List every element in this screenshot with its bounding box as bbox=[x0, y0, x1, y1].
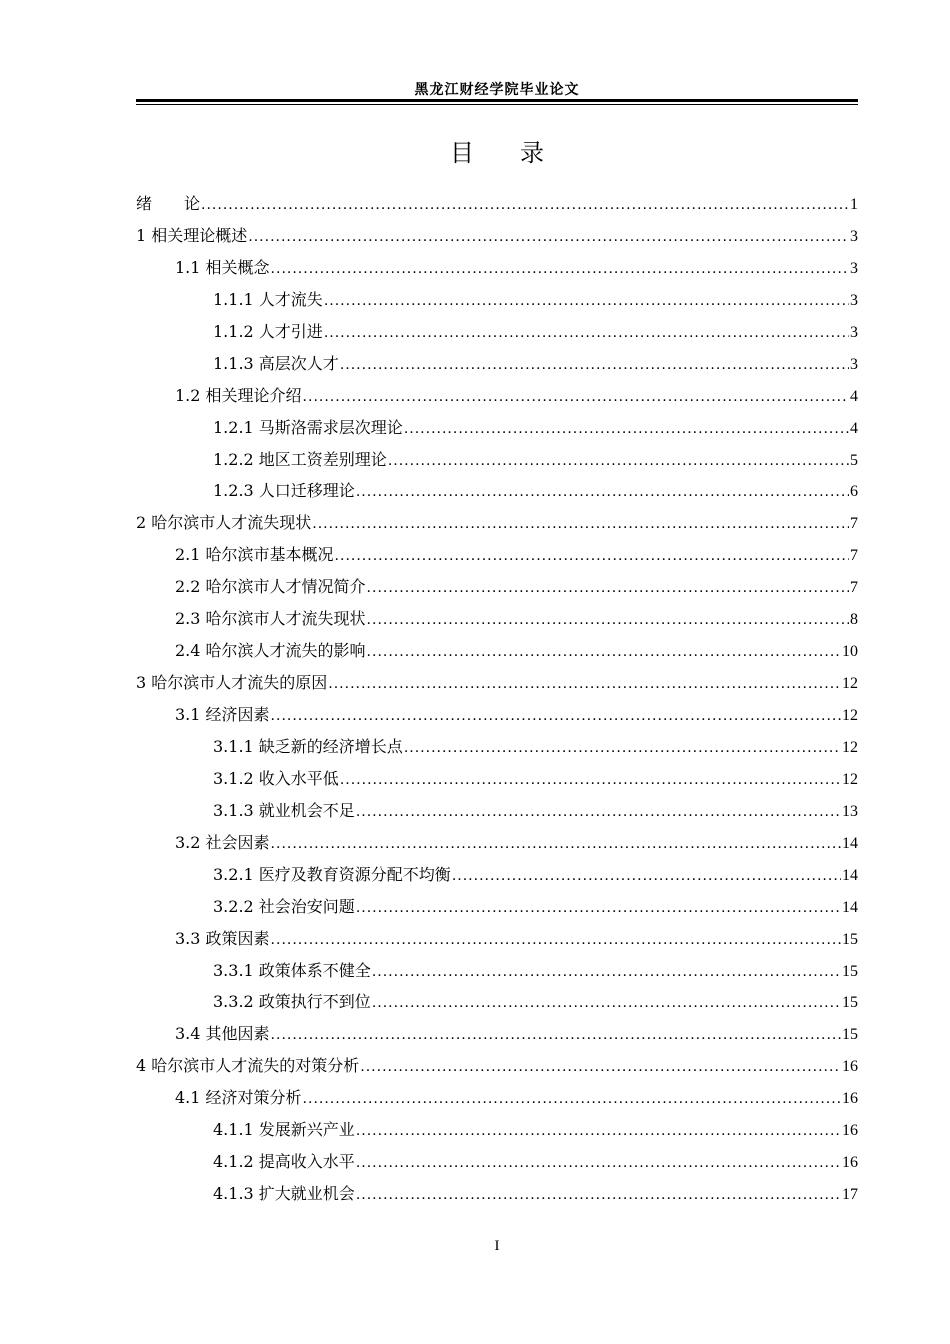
header-rule-thick bbox=[136, 99, 858, 102]
toc-entry[interactable] bbox=[136, 412, 858, 444]
toc-entry-label: 1 相关理论概述 bbox=[136, 225, 248, 245]
toc-leader-dots bbox=[372, 957, 841, 989]
toc-entry-page: 3 bbox=[850, 355, 858, 373]
toc-entry-page: 10 bbox=[842, 643, 858, 661]
toc-entry-label: 2.1 哈尔滨市基本概况 bbox=[175, 545, 334, 565]
table-of-contents bbox=[136, 188, 858, 1210]
toc-entry[interactable] bbox=[136, 986, 858, 1018]
toc-entry-page: 12 bbox=[842, 770, 858, 788]
toc-entry[interactable] bbox=[136, 316, 858, 348]
toc-title-right: 录 bbox=[520, 139, 544, 167]
toc-leader-dots bbox=[271, 1020, 841, 1052]
toc-entry[interactable] bbox=[136, 475, 858, 507]
toc-entry[interactable] bbox=[136, 891, 858, 923]
toc-leader-dots bbox=[271, 829, 841, 861]
toc-entry[interactable] bbox=[136, 380, 858, 412]
toc-entry-label: 1.1 相关概念 bbox=[175, 257, 270, 277]
toc-entry[interactable] bbox=[136, 635, 858, 667]
toc-entry-page: 14 bbox=[842, 898, 858, 916]
toc-entry-page: 14 bbox=[842, 866, 858, 884]
toc-entry[interactable] bbox=[136, 252, 858, 284]
toc-leader-dots bbox=[303, 1084, 841, 1116]
toc-entry[interactable] bbox=[136, 955, 858, 987]
toc-entry[interactable] bbox=[136, 444, 858, 476]
toc-entry[interactable] bbox=[136, 348, 858, 380]
toc-entry-page: 3 bbox=[850, 291, 858, 309]
toc-entry-page: 3 bbox=[850, 323, 858, 341]
toc-entry-label: 3.1 经济因素 bbox=[175, 705, 270, 724]
toc-entry-label: 1.2 相关理论介绍 bbox=[175, 385, 302, 405]
toc-entry[interactable] bbox=[136, 667, 858, 699]
toc-entry-page: 3 bbox=[850, 259, 858, 277]
toc-leader-dots bbox=[303, 382, 849, 414]
toc-entry-page: 1 bbox=[850, 196, 858, 213]
toc-entry[interactable] bbox=[136, 188, 858, 220]
toc-leader-dots bbox=[404, 414, 849, 446]
toc-entry-page: 16 bbox=[842, 1154, 858, 1172]
toc-entry[interactable] bbox=[136, 763, 858, 795]
toc-entry-label: 1.1.2 人才引进 bbox=[213, 321, 323, 341]
toc-entry-page: 16 bbox=[842, 1058, 858, 1076]
running-header: 黑龙江财经学院毕业论文 bbox=[414, 82, 580, 98]
toc-entry-page: 15 bbox=[842, 930, 858, 948]
toc-leader-dots bbox=[328, 669, 841, 701]
toc-entry-label: 4.1.3 扩大就业机会 bbox=[213, 1184, 355, 1204]
toc-entry-label: 4.1.2 提高收入水平 bbox=[213, 1152, 355, 1172]
toc-entry[interactable] bbox=[136, 507, 858, 539]
toc-entry[interactable] bbox=[136, 923, 858, 955]
toc-leader-dots bbox=[271, 701, 841, 733]
toc-entry-page: 3 bbox=[850, 227, 858, 245]
header-rule-thin bbox=[136, 104, 858, 105]
toc-entry-label: 3.1.3 就业机会不足 bbox=[213, 800, 355, 820]
toc-entry[interactable] bbox=[136, 795, 858, 827]
toc-entry[interactable] bbox=[136, 571, 858, 603]
toc-entry[interactable] bbox=[136, 603, 858, 635]
toc-entry[interactable] bbox=[136, 859, 858, 891]
toc-entry[interactable] bbox=[136, 1018, 858, 1050]
toc-entry-label: 3.3.1 政策体系不健全 bbox=[213, 960, 371, 980]
toc-leader-dots bbox=[367, 637, 841, 669]
toc-leader-dots bbox=[356, 893, 841, 925]
toc-leader-dots bbox=[452, 861, 841, 893]
toc-entry-label: 1.2.3 人口迁移理论 bbox=[213, 481, 355, 501]
toc-entry[interactable] bbox=[136, 220, 858, 252]
toc-entry-page: 7 bbox=[850, 547, 858, 565]
toc-entry-label: 3.2.1 医疗及教育资源分配不均衡 bbox=[213, 864, 451, 884]
toc-entry-label: 1.1.3 高层次人才 bbox=[213, 353, 339, 373]
toc-leader-dots bbox=[367, 573, 849, 605]
toc-entry-label: 1.2.1 马斯洛需求层次理论 bbox=[213, 417, 403, 437]
toc-entry-label: 绪 论 bbox=[136, 194, 201, 213]
toc-entry-label: 2.2 哈尔滨市人才情况简介 bbox=[175, 577, 366, 597]
toc-entry-page: 4 bbox=[850, 419, 858, 437]
footer-page-number: I bbox=[494, 1238, 500, 1254]
toc-entry-label: 2.3 哈尔滨市人才流失现状 bbox=[175, 609, 366, 629]
toc-entry-label: 3.4 其他因素 bbox=[175, 1024, 270, 1044]
toc-entry-label: 2.4 哈尔滨人才流失的影响 bbox=[175, 641, 366, 661]
toc-entry-label: 1.2.2 地区工资差别理论 bbox=[213, 449, 387, 469]
toc-leader-dots bbox=[324, 286, 849, 318]
toc-entry[interactable] bbox=[136, 284, 858, 316]
toc-leader-dots bbox=[335, 541, 849, 573]
toc-leader-dots bbox=[367, 605, 849, 637]
toc-entry-page: 15 bbox=[842, 994, 858, 1012]
toc-entry-label: 3.1.2 收入水平低 bbox=[213, 768, 339, 788]
toc-entry-page: 17 bbox=[842, 1186, 858, 1204]
toc-entry-label: 4.1.1 发展新兴产业 bbox=[213, 1120, 355, 1140]
toc-entry-page: 13 bbox=[842, 802, 858, 820]
toc-entry[interactable] bbox=[136, 1114, 858, 1146]
toc-entry-page: 12 bbox=[842, 707, 858, 724]
toc-leader-dots bbox=[360, 1052, 841, 1084]
toc-entry[interactable] bbox=[136, 1082, 858, 1114]
toc-leader-dots bbox=[372, 988, 841, 1020]
toc-leader-dots bbox=[388, 446, 849, 478]
toc-leader-dots bbox=[340, 765, 841, 797]
toc-entry-page: 14 bbox=[842, 834, 858, 852]
toc-leader-dots bbox=[271, 925, 841, 957]
toc-leader-dots bbox=[324, 318, 849, 350]
toc-entry[interactable] bbox=[136, 539, 858, 571]
toc-leader-dots bbox=[271, 254, 849, 286]
toc-entry-page: 12 bbox=[842, 675, 858, 693]
toc-entry-page: 8 bbox=[850, 611, 858, 629]
toc-entry-page: 7 bbox=[850, 515, 858, 533]
toc-title-left: 目 bbox=[450, 139, 474, 167]
toc-leader-dots bbox=[248, 222, 849, 254]
toc-entry[interactable] bbox=[136, 1050, 858, 1082]
toc-entry-page: 15 bbox=[842, 1026, 858, 1044]
toc-leader-dots bbox=[356, 1148, 841, 1180]
toc-entry-label: 4.1 经济对策分析 bbox=[175, 1088, 302, 1108]
toc-leader-dots bbox=[356, 1180, 841, 1212]
toc-entry-label: 4 哈尔滨市人才流失的对策分析 bbox=[136, 1056, 360, 1076]
toc-entry-label: 2 哈尔滨市人才流失现状 bbox=[136, 513, 312, 533]
toc-entry-label: 3.2.2 社会治安问题 bbox=[213, 896, 355, 916]
toc-entry-page: 5 bbox=[850, 451, 858, 469]
toc-leader-dots bbox=[340, 350, 849, 382]
toc-entry[interactable] bbox=[136, 731, 858, 763]
toc-entry[interactable] bbox=[136, 1178, 858, 1210]
toc-entry[interactable] bbox=[136, 1146, 858, 1178]
toc-entry-label: 3.3.2 政策执行不到位 bbox=[213, 992, 371, 1012]
toc-entry-label: 3.1.1 缺乏新的经济增长点 bbox=[213, 736, 403, 756]
toc-entry-page: 7 bbox=[850, 579, 858, 597]
toc-entry-label: 3.3 政策因素 bbox=[175, 928, 270, 948]
toc-entry[interactable] bbox=[136, 827, 858, 859]
toc-entry[interactable] bbox=[136, 699, 858, 731]
toc-entry-page: 15 bbox=[842, 962, 858, 980]
toc-leader-dots bbox=[356, 797, 841, 829]
toc-entry-label: 1.1.1 人才流失 bbox=[213, 289, 323, 309]
toc-leader-dots bbox=[356, 1116, 841, 1148]
toc-entry-page: 16 bbox=[842, 1122, 858, 1140]
toc-title bbox=[136, 133, 858, 168]
toc-entry-page: 16 bbox=[842, 1090, 858, 1108]
toc-entry-label: 3.2 社会因素 bbox=[175, 832, 270, 852]
toc-leader-dots bbox=[312, 509, 849, 541]
toc-entry-label: 3 哈尔滨市人才流失的原因 bbox=[136, 673, 328, 693]
toc-entry-page: 6 bbox=[850, 483, 858, 501]
toc-leader-dots bbox=[201, 190, 849, 222]
toc-entry-page: 12 bbox=[842, 738, 858, 756]
toc-leader-dots bbox=[404, 733, 841, 765]
toc-leader-dots bbox=[356, 477, 849, 509]
toc-entry-page: 4 bbox=[850, 387, 858, 405]
